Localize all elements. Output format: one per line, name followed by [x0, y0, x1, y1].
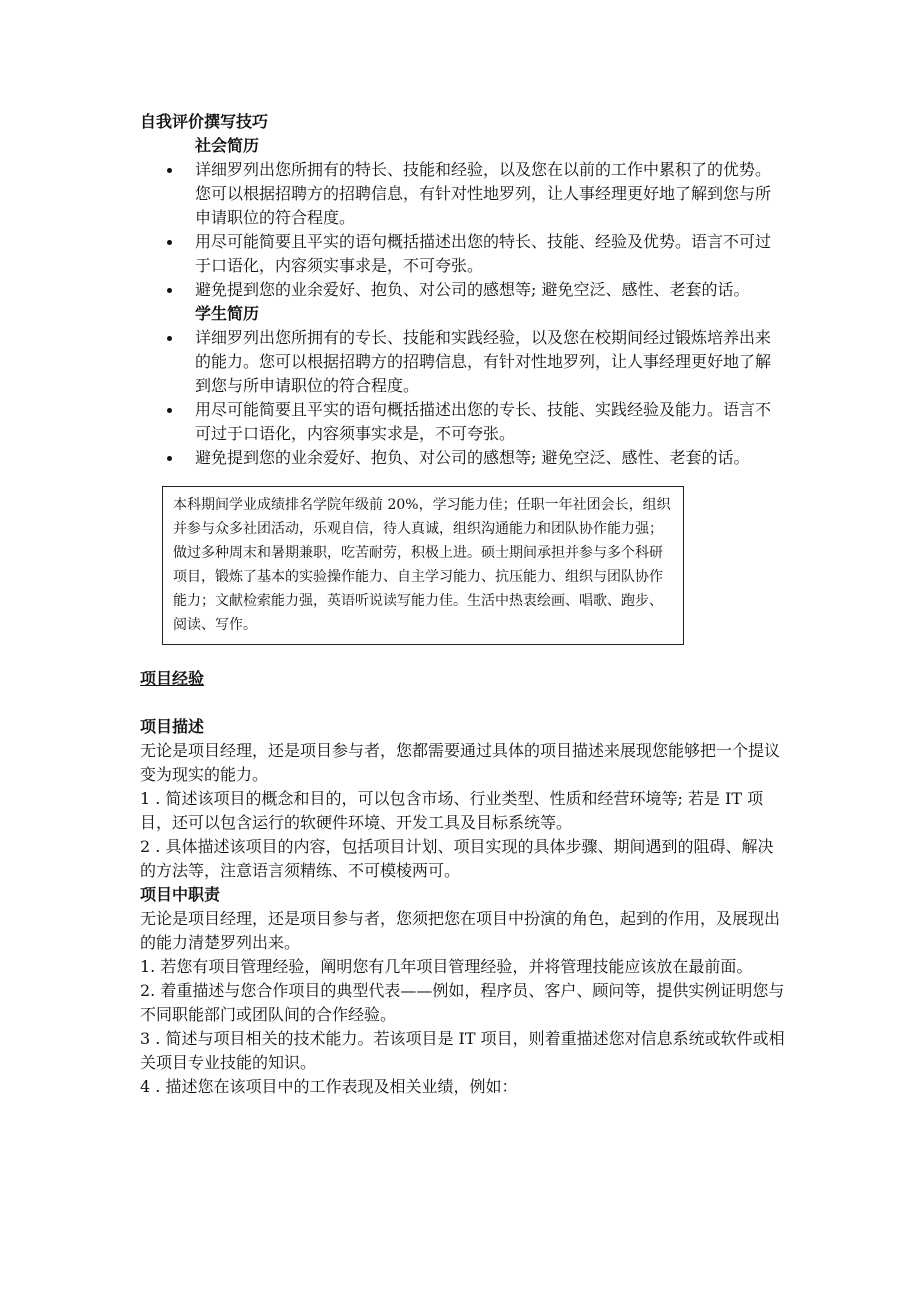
paragraph: 1. 若您有项目管理经验，阐明您有几年项目管理经验，并将管理技能应该放在最前面。 — [140, 957, 753, 976]
bullet-icon — [167, 168, 172, 173]
student-resume-list — [140, 326, 785, 470]
bullet-icon — [167, 240, 172, 245]
project-duty-title: 项目中职责 — [140, 885, 221, 904]
list-item: 用尽可能简要且平实的语句概括描述出您的特长、技能、经验及优势。语言不可过于口语化，内容须实事求是，不可夸张。 — [140, 230, 785, 278]
bullet-icon — [167, 288, 172, 293]
list-item: 详细罗列出您所拥有的专长、技能和实践经验，以及您在校期间经过锻炼培养出来的能力。您可以根据招聘方的招聘信息，有针对性地罗列，让人事经理更好地了解到您与所申请职位的符合程度。 — [140, 326, 785, 398]
paragraph: 无论是项目经理，还是项目参与者，您都需要通过具体的项目描述来展现您能够把一个提议变为现实的能力。 — [140, 741, 781, 784]
list-item: 避免提到您的业余爱好、抱负、对公司的感想等; 避免空泛、感性、老套的话。 — [140, 446, 785, 470]
paragraph: 4 . 描述您在该项目中的工作表现及相关业绩，例如： — [140, 1077, 518, 1096]
bullet-icon — [167, 408, 172, 413]
list-item: 用尽可能简要且平实的语句概括描述出您的专长、技能、实践经验及能力。语言不可过于口语化，内容须事实求是，不可夸张。 — [140, 398, 785, 446]
paragraph: 2 . 具体描述该项目的内容，包括项目计划、项目实现的具体步骤、期间遇到的阻碍、解决的方法等，注意语言须精练、不可模棱两可。 — [140, 837, 774, 880]
list-item: 详细罗列出您所拥有的特长、技能和经验，以及您在以前的工作中累积了的优势。您可以根据招聘方的招聘信息，有针对性地罗列，让人事经理更好地了解到您与所申请职位的符合程度。 — [140, 158, 785, 230]
document-page — [140, 110, 785, 1099]
bullet-icon — [167, 456, 172, 461]
doc-heading: 自我评价撰写技巧 — [140, 112, 269, 131]
project-description-title: 项目描述 — [140, 717, 205, 736]
paragraph: 无论是项目经理，还是项目参与者，您须把您在项目中扮演的角色，起到的作用，及展现出的能力清楚罗列出来。 — [140, 909, 781, 952]
paragraph: 1 . 简述该项目的概念和目的，可以包含市场、行业类型、性质和经营环境等; 若是 IT 项目，还可以包含运行的软硬件环境、开发工具及目标系统等。 — [140, 789, 764, 832]
list-item: 避免提到您的业余爱好、抱负、对公司的感想等; 避免空泛、感性、老套的话。 — [140, 278, 785, 302]
paragraph: 2. 着重描述与您合作项目的典型代表——例如，程序员、客户、顾问等，提供实例证明您与不同职能部门或团队间的合作经验。 — [140, 981, 785, 1024]
project-section-title: 项目经验 — [140, 669, 205, 688]
social-resume-title: 社会简历 — [195, 136, 260, 155]
example-text-box: 本科期间学业成绩排名学院年级前 20%，学习能力佳；任职一年社团会长，组织并参与众多社团活动，乐观自信，待人真诚，组织沟通能力和团队协作能力强；做过多种周末和暑期兼职，吃苦耐劳，积极上进。硕士期间承担并参与多个科研项目，锻炼了基本的实验操作能力、自主学习能力、抗压能力、组织与团队协作能力；文献检索能力强，英语听说读写能力佳。生活中热衷绘画、唱歌、跑步、阅读、写作。 — [162, 486, 684, 645]
social-resume-list — [140, 158, 785, 302]
student-resume-title: 学生简历 — [195, 304, 260, 323]
bullet-icon — [167, 336, 172, 341]
paragraph: 3 . 简述与项目相关的技术能力。若该项目是 IT 项目，则着重描述您对信息系统或软件或相关项目专业技能的知识。 — [140, 1029, 785, 1072]
